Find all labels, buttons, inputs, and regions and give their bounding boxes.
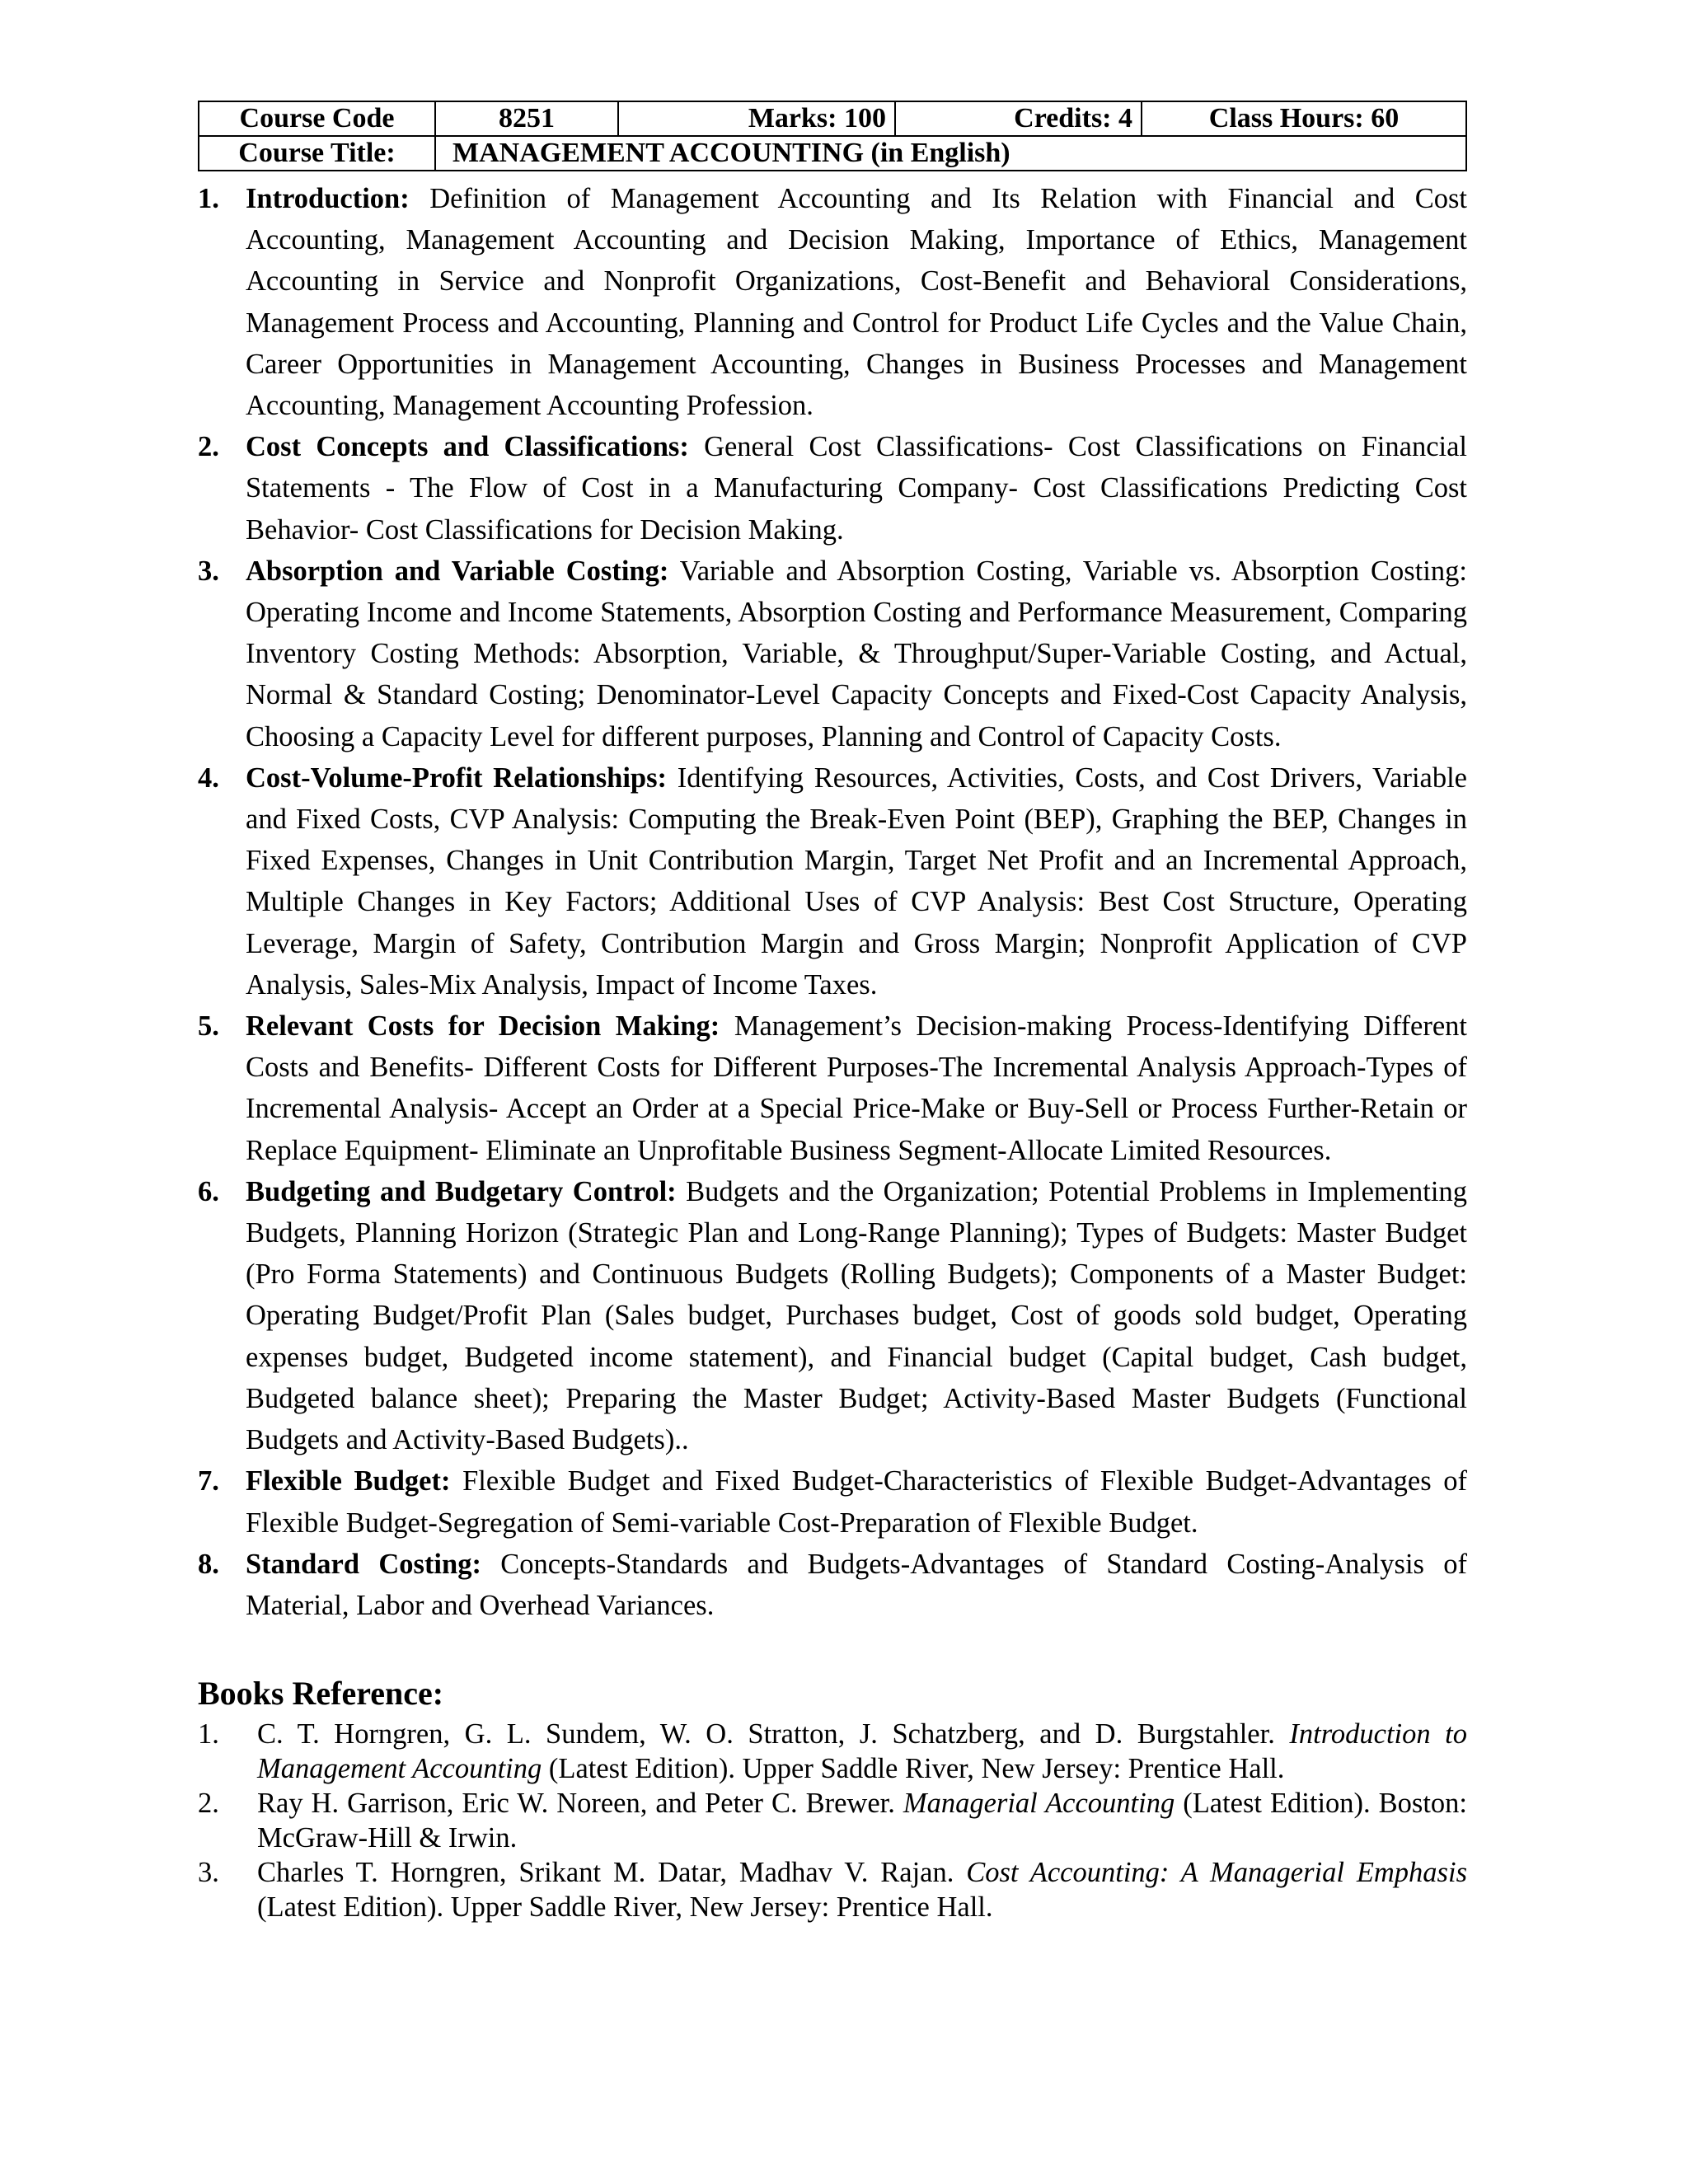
book-title: Introduction to Management Accounting: [257, 1718, 1468, 1785]
books-reference-heading: Books Reference:: [198, 1675, 444, 1713]
topic-number: 1.: [198, 183, 219, 214]
topic-text: Flexible Budget and Fixed Budget-Characteristics of Flexible Budget-Advantages of Flexible Budget-Segregation of Semi-variable Cost-Preparation of Flexible Budget.: [246, 1465, 1467, 1539]
topic-text: Management’s Decision-making Process-Identifying Different Costs and Benefits- Different Costs for Different Purposes-The Incremental Analysis Approach-Types of Incremental Analysis- Accept an Order at a Special Price-Make or Buy-Sell or Process Further-Retain or Replace Equipment- Eliminate an Unprofitable Business Segment-Allocate Limited Resources.: [246, 1010, 1468, 1166]
book-item: [198, 1855, 1467, 1924]
book-authors: C. T. Horngren, G. L. Sundem, W. O. Stratton, J. Schatzberg, and D. Burgstahler.: [257, 1718, 1275, 1750]
book-item: [198, 1717, 1467, 1786]
topic-heading: Cost Concepts and Classifications:: [246, 431, 689, 463]
course-info-row: [199, 101, 1466, 136]
topic-number: 6.: [198, 1175, 219, 1207]
book-authors: Ray H. Garrison, Eric W. Noreen, and Peter C. Brewer.: [257, 1788, 895, 1820]
book-publisher: (Latest Edition). Upper Saddle River, New Jersey: Prentice Hall.: [257, 1891, 993, 1924]
topic-item: [198, 551, 1467, 757]
topic-heading: Introduction:: [246, 183, 410, 214]
topic-number: 8.: [198, 1548, 219, 1580]
topic-heading: Flexible Budget:: [246, 1465, 451, 1497]
marks-cell: Marks: 100: [618, 101, 895, 136]
course-title-row: [199, 136, 1466, 171]
topic-number: 2.: [198, 431, 219, 463]
topic-number: 4.: [198, 762, 219, 794]
topic-number: 3.: [198, 555, 219, 587]
class-hours-cell: Class Hours: 60: [1142, 101, 1466, 136]
course-info-table: [198, 101, 1467, 171]
book-number: 1.: [198, 1718, 219, 1750]
topics-list: [198, 178, 1467, 1626]
course-title-label: Course Title:: [199, 136, 435, 171]
book-title: Cost Accounting: A Managerial Emphasis: [966, 1857, 1467, 1889]
books-reference-list: [198, 1717, 1467, 1924]
book-authors: Charles T. Horngren, Srikant M. Datar, Madhav V. Rajan.: [257, 1857, 954, 1889]
syllabus-page: [198, 101, 1467, 1924]
book-publisher: (Latest Edition). Boston: McGraw-Hill & Irwin.: [257, 1788, 1467, 1854]
topic-heading: Relevant Costs for Decision Making:: [246, 1010, 720, 1043]
book-item: [198, 1786, 1467, 1855]
topic-item: [198, 1171, 1467, 1460]
course-title-value: MANAGEMENT ACCOUNTING (in English): [435, 136, 1466, 171]
topic-heading: Budgeting and Budgetary Control:: [246, 1175, 677, 1207]
book-title: Managerial Accounting: [903, 1788, 1175, 1820]
topic-number: 7.: [198, 1465, 219, 1497]
topic-item: [198, 178, 1467, 426]
topic-heading: Standard Costing:: [246, 1548, 481, 1580]
book-number: 2.: [198, 1788, 219, 1820]
topic-heading: Absorption and Variable Costing:: [246, 555, 669, 587]
course-code-value: 8251: [435, 101, 618, 136]
credits-cell: Credits: 4: [895, 101, 1142, 136]
topic-text: Concepts-Standards and Budgets-Advantages of Standard Costing-Analysis of Material, Labor and Overhead Variances.: [246, 1548, 1467, 1621]
topic-item: [198, 1460, 1467, 1543]
topic-text: Definition of Management Accounting and Its Relation with Financial and Cost Accounting, Management Accounting and Decision Making, Importance of Ethics, Management Accounting in Service and Nonprofit Organizations, Cost-Benefit and Behavioral Considerations, Management Process and Accounting, Planning and Control for Product Life Cycles and the Value Chain, Career Opportunities in Management Accounting, Changes in Business Processes and Management Accounting, Management Accounting Profession.: [246, 183, 1467, 422]
course-code-label: Course Code: [199, 101, 435, 136]
topic-text: Variable and Absorption Costing, Variable vs. Absorption Costing: Operating Income and Income Statements, Absorption Costing and Performance Measurement, Comparing Inventory Costing Methods: Absorption, Variable, & Throughput/Super-Variable Costing, and Actual, Normal & Standard Costing; Denominator-Level Capacity Concepts and Fixed-Cost Capacity Analysis, Choosing a Capacity Level for different purposes, Planning and Control of Capacity Costs.: [246, 555, 1467, 752]
topic-text: General Cost Classifications- Cost Classifications on Financial Statements - The Flow of Cost in a Manufacturing Company- Cost Classifications Predicting Cost Behavior- Cost Classifications for Decision Making.: [246, 431, 1467, 546]
book-number: 3.: [198, 1857, 219, 1889]
topic-number: 5.: [198, 1010, 219, 1043]
topic-text: Budgets and the Organization; Potential Problems in Implementing Budgets, Planning Horizon (Strategic Plan and Long-Range Planning); Types of Budgets: Master Budget (Pro Forma Statements) and Continuous Budgets (Rolling Budgets); Components of a Master Budget: Operating Budget/Profit Plan (Sales budget, Purchases budget, Cost of goods sold budget, Operating expenses budget, Budgeted income statement), and Financial budget (Capital budget, Cash budget, Budgeted balance sheet); Preparing the Master Budget; Activity-Based Master Budgets (Functional Budgets and Activity-Based Budgets)..: [246, 1175, 1467, 1456]
topic-item: [198, 1005, 1467, 1171]
topic-item: [198, 426, 1467, 551]
topic-heading: Cost-Volume-Profit Relationships:: [246, 762, 668, 794]
topic-item: [198, 757, 1467, 1005]
book-publisher: (Latest Edition). Upper Saddle River, New Jersey: Prentice Hall.: [548, 1753, 1285, 1785]
topic-text: Identifying Resources, Activities, Costs, and Cost Drivers, Variable and Fixed Costs, CVP Analysis: Computing the Break-Even Point (BEP), Graphing the BEP, Changes in Fixed Expenses, Changes in Unit Contribution Margin, Target Net Profit and an Incremental Approach, Multiple Changes in Key Factors; Additional Uses of CVP Analysis: Best Cost Structure, Operating Leverage, Margin of Safety, Contribution Margin and Gross Margin; Nonprofit Application of CVP Analysis, Sales-Mix Analysis, Impact of Income Taxes.: [246, 762, 1467, 1001]
topic-item: [198, 1544, 1467, 1626]
